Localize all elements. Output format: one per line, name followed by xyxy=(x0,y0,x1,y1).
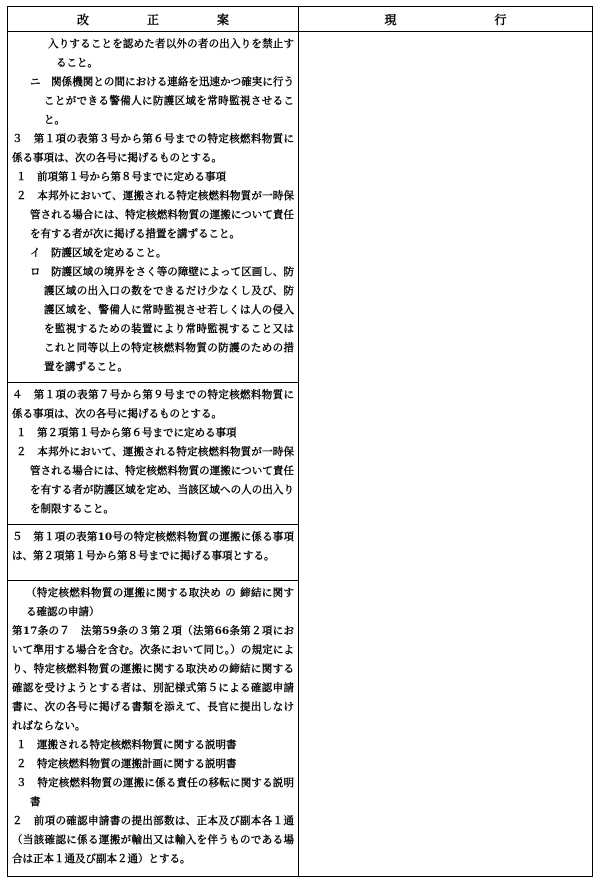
header-revised-char: 正 xyxy=(146,12,159,27)
paragraph: ニ 関係機関との間における連絡を迅速かつ確実に行うことができる警備人に防護区域を常時監視させること。 xyxy=(30,76,294,126)
header-revised-char: 案 xyxy=(216,12,229,27)
current-cell xyxy=(299,32,593,877)
paragraph: （特定核燃料物質の運搬に関する取決め の 締結に関する確認の申請） xyxy=(26,587,294,618)
revised-cell-3 xyxy=(8,525,299,581)
paragraph: ロ 防護区域の境界をさく等の障壁によって区画し、防護区域の出入口の数をできるだけ少なくし及び、防護区域を、警備人に常時監視させ若しくは人の侵入を監視するための装置により常時監視すること又はこれと同等以上の特定核燃料物質の防護のための措置を講ずること。 xyxy=(30,266,294,373)
revised-cell-2 xyxy=(8,383,299,525)
paragraph: 第17条の７ 法第59条の３第２項（法第66条第２項において準用する場合を含む。次条において同じ。）の規定により、特定核燃料物質の運搬に関する取決めの締結に関する確認を受けようとする者は、別記様式第５による確認申請書に、次の各号に掲げる書類を添えて、長官に提出しなければならない。 xyxy=(12,625,294,732)
comparison-table xyxy=(7,6,593,877)
paragraph: １ 運搬される特定核燃料物質に関する説明書 xyxy=(16,739,237,751)
header-current xyxy=(299,7,593,32)
header-current-char: 行 xyxy=(494,12,507,27)
paragraph: ２ 特定核燃料物質の運搬計画に関する説明書 xyxy=(16,758,237,770)
header-revised xyxy=(8,7,299,32)
header-current-char: 現 xyxy=(384,12,397,27)
paragraph: ２ 本邦外において、運搬される特定核燃料物質が一時保管される場合には、特定核燃料物質の運搬について責任を有する者が次に掲げる措置を講ずること。 xyxy=(16,190,294,240)
paragraph: ４ 第１項の表第７号から第９号までの特定核燃料物質に係る事項は、次の各号に掲げるものとする。 xyxy=(12,389,294,420)
revised-cell-4 xyxy=(8,581,299,877)
header-revised-char: 改 xyxy=(76,12,89,27)
paragraph: ３ 特定核燃料物質の運搬に係る責任の移転に関する説明書 xyxy=(16,777,294,808)
paragraph: ２ 前項の確認申請書の提出部数は、正本及び副本各１通（当該確認に係る運搬が輸出又は輸入を伴うものである場合は正本１通及び副本２通）とする。 xyxy=(12,815,294,865)
paragraph: ３ 第１項の表第３号から第６号までの特定核燃料物質に係る事項は、次の各号に掲げるものとする。 xyxy=(12,133,294,164)
paragraph: 入りすることを認めた者以外の者の出入りを禁止すること。 xyxy=(48,38,294,69)
revised-cell-1 xyxy=(8,32,299,383)
paragraph: ５ 第１項の表第10号の特定核燃料物質の運搬に係る事項は、第２項第１号から第８号までに掲げる事項とする。 xyxy=(12,531,294,562)
paragraph: １ 前項第１号から第８号までに定める事項 xyxy=(16,171,226,183)
paragraph: イ 防護区域を定めること。 xyxy=(30,247,167,259)
paragraph: ２ 本邦外において、運搬される特定核燃料物質が一時保管される場合には、特定核燃料物質の運搬について責任を有する者が防護区域を定め、当該区域への人の出入りを制限すること。 xyxy=(16,446,294,515)
paragraph: １ 第２項第１号から第６号までに定める事項 xyxy=(16,427,237,439)
